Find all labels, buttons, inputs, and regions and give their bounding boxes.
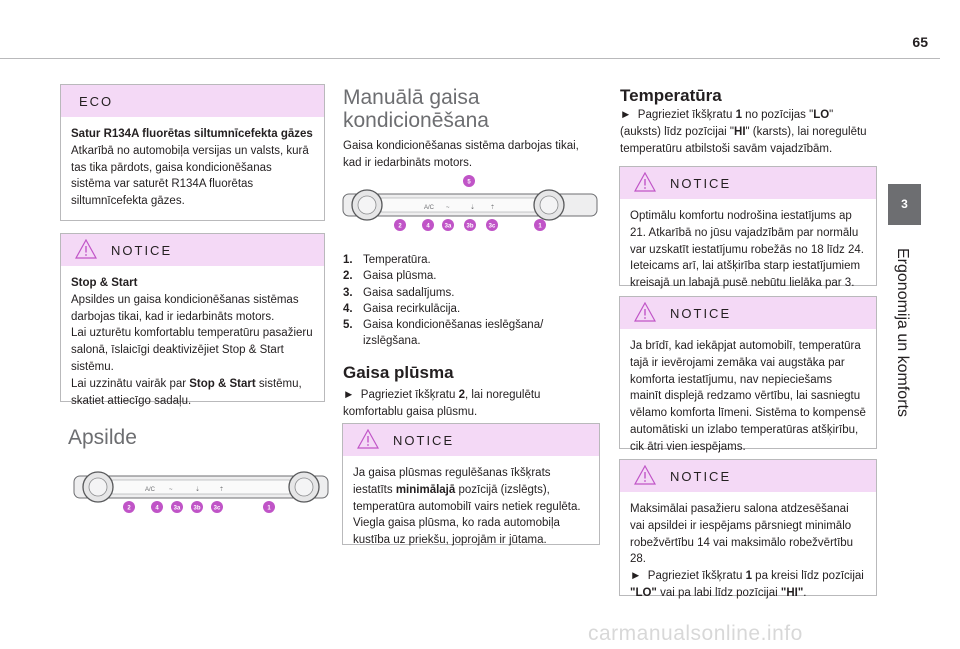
apsilde-heading: Apsilde	[68, 426, 137, 449]
notice-header	[61, 234, 324, 266]
air-flow-text: ► Pagrieziet īkšķratu 2, lai noregulētu komfortablu gaisa plūsmu.	[343, 389, 541, 418]
svg-text:1: 1	[538, 223, 542, 230]
notice-title: NOTICE	[670, 306, 732, 321]
svg-text:2: 2	[398, 223, 402, 230]
svg-text:~: ~	[446, 205, 450, 211]
eco-text: Atkarībā no automobiļa versijas un valsts, kurā tas tika pārdots, gaisa kondicionēšanas sistēma var saturēt R134A fluorētas siltumnīcefekta gāzes.	[71, 144, 309, 208]
list-item: 5. Gaisa kondicionēšanas ieslēgšana/ izslēgšana.	[343, 319, 544, 348]
svg-text:⇡: ⇡	[490, 205, 496, 211]
svg-text:3c: 3c	[488, 223, 496, 230]
svg-text:4: 4	[426, 223, 430, 230]
svg-text:3a: 3a	[173, 505, 181, 512]
watermark: carmanualsonline.info	[588, 622, 803, 645]
svg-text:3b: 3b	[193, 505, 201, 512]
warning-icon	[634, 302, 656, 322]
notice-text: Ja brīdī, kad iekāpjat automobilī, temperatūra tajā ir ievērojami zemāka vai augstāka par komforta iestatījumu, nav nepieciešams mainīt displejā redzamo vērtību, lai sasniegtu vēlamo komforta līmeni. Sistēma to kompensē automātiski un izlabo temperatūras atšķirību, cik ātri vien iespējams.	[630, 340, 866, 453]
chapter-title: Ergonomija un komforts	[894, 248, 911, 417]
svg-text:⇣: ⇣	[195, 487, 201, 493]
temperature-text: ► Pagrieziet īkšķratu 1 no pozīcijas "LO" (auksts) līdz pozīcijai "HI" (karsts), lai noregulētu temperatūru atbilstoši savām vajadzībām.	[620, 109, 867, 155]
warning-icon	[634, 465, 656, 485]
notice-line: Lai uzturētu komfortablu temperatūru pasažieru salonā, īslaicīgi deaktivizējiet Stop & Start sistēmu.	[71, 327, 313, 373]
warning-icon	[634, 172, 656, 192]
climate-panel-illustration	[71, 462, 331, 518]
svg-text:3c: 3c	[213, 505, 221, 512]
list-item: 1. Temperatūra.	[343, 254, 431, 266]
svg-text:3b: 3b	[466, 223, 474, 230]
notice-header	[620, 167, 876, 199]
manual-ac-text: Gaisa kondicionēšanas sistēma darbojas tikai, kad ir iedarbināts motors.	[343, 140, 579, 169]
warning-icon	[75, 239, 97, 259]
notice-text: Maksimālai pasažieru salona atdzesēšanai vai apsildei ir iespējams pārsniegt minimālo robežvērtību 14 vai maksimālo robežvērtību 28. ► Pagrieziet īkšķratu 1 pa kreisi līdz pozīcijai "LO" vai pa labi līdz pozīcijai "HI".	[630, 503, 864, 599]
manual-ac-heading: Manuālā gaisa kondicionēšana	[343, 86, 489, 132]
svg-text:⇣: ⇣	[470, 205, 476, 211]
list-item: 4. Gaisa recirkulācija.	[343, 302, 461, 315]
notice-comfort	[619, 166, 877, 290]
notice-temperature-difference	[619, 296, 877, 453]
eco-box	[60, 84, 325, 221]
notice-title: NOTICE	[393, 433, 455, 448]
svg-text:⇡: ⇡	[219, 487, 225, 493]
notice-title: NOTICE	[111, 243, 173, 258]
climate-panel-illustration	[340, 174, 600, 238]
warning-icon	[357, 429, 379, 449]
notice-stop-start	[60, 233, 325, 407]
svg-text:2: 2	[127, 505, 131, 512]
eco-header	[61, 85, 324, 117]
list-item: 3. Gaisa sadalījums.	[343, 286, 455, 299]
notice-title: NOTICE	[670, 469, 732, 484]
notice-title: NOTICE	[670, 176, 732, 191]
notice-text: Ja gaisa plūsmas regulēšanas īkšķrats iestatīts minimālajā pozīcijā (izslēgts), temperatūra automobilī vairs netiek regulēta. Viegla gaisa plūsma, ko rada automobiļa kustība uz priekšu, joprojām ir jūtama.	[353, 467, 581, 547]
notice-header	[620, 297, 876, 329]
svg-text:1: 1	[267, 505, 271, 512]
notice-line: Apsildes un gaisa kondicionēšanas sistēmas darbojas tikai, kad ir iedarbināts motors.	[71, 293, 299, 323]
svg-text:A/C: A/C	[424, 205, 435, 211]
svg-text:5: 5	[467, 179, 471, 186]
svg-text:3a: 3a	[444, 223, 452, 230]
notice-air-flow	[342, 423, 600, 545]
controls-list	[343, 252, 583, 350]
notice-header	[343, 424, 599, 456]
notice-heading: Stop & Start	[71, 277, 138, 289]
notice-max-cooling	[619, 459, 877, 599]
top-rule	[0, 58, 940, 59]
eco-title: ECO	[79, 94, 114, 109]
notice-text: Optimālu komfortu nodrošina iestatījums ap 21. Atkarībā no jūsu vajadzībām par normālu var uzskatīt iestatījumu robežās no 18 līdz 24. Ieteicams arī, lai atšķirība starp iestatījumiem kreisajā un labajā pusē nebūtu lielāka par 3.	[630, 210, 864, 290]
svg-text:A/C: A/C	[145, 487, 156, 493]
chapter-tab[interactable]: 3	[888, 184, 921, 225]
svg-text:4: 4	[155, 505, 159, 512]
svg-text:~: ~	[169, 487, 173, 493]
temperature-heading: Temperatūra	[620, 86, 722, 105]
air-flow-heading: Gaisa plūsma	[343, 363, 454, 382]
notice-line: Lai uzzinātu vairāk par Stop & Start sistēmu, skatiet attiecīgo sadaļu.	[71, 377, 302, 407]
notice-header	[620, 460, 876, 492]
callout-badges	[123, 501, 275, 513]
eco-heading: Satur R134A fluorētas siltumnīcefekta gāzes	[71, 128, 313, 140]
list-item: 2. Gaisa plūsma.	[343, 270, 437, 283]
page-number: 65	[912, 34, 928, 50]
